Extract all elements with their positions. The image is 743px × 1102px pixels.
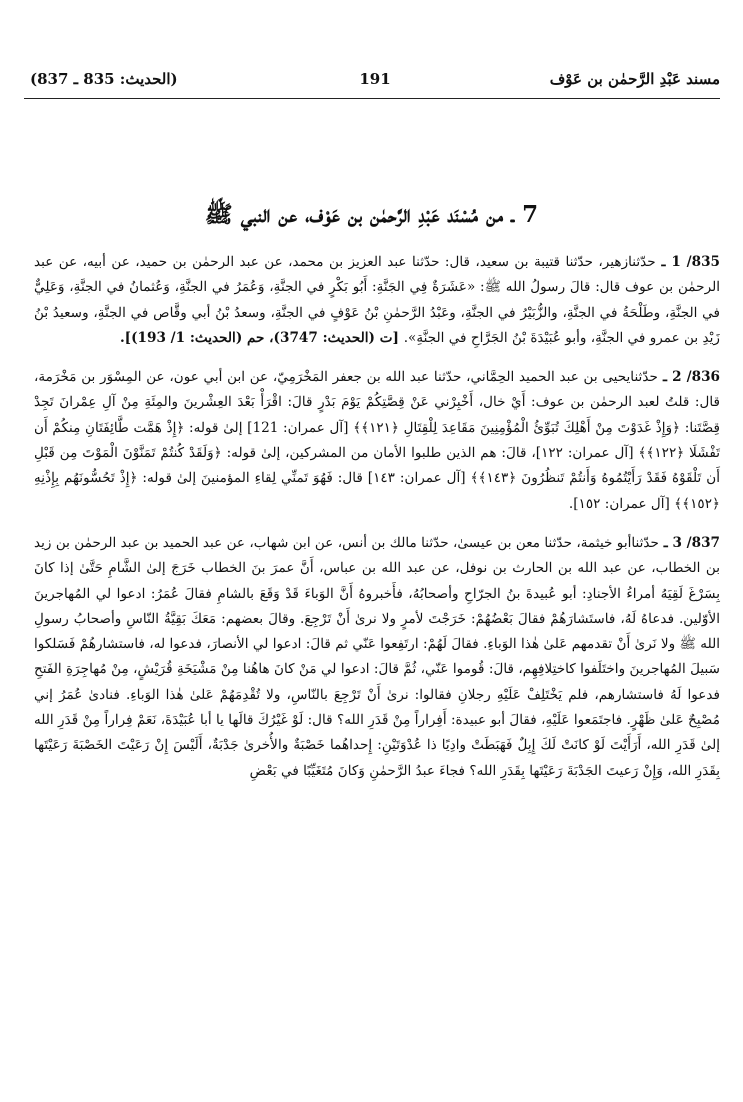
page-body <box>34 250 720 798</box>
hadith-836 <box>34 365 720 517</box>
hadith-number: 836/ 2 ـ <box>657 369 721 386</box>
hadith-835 <box>34 250 720 351</box>
hadith-range: (الحديث: 835 ـ 837) <box>30 70 178 88</box>
hadith-text: حدّثناأبو خيثمة، حدّثنا معن بن عيسىٰ، حدّثنا مالك بن أنس، عن ابن شهاب، عن عبد الحميد بن عبد الرحمٰن بن زيد بن الخطاب، عن عبد الله بن الحارث بن نوفل، عن عبد الله بن عباس، أَنَّ عمرَ بنَ الخطاب خَرَجَ إلىٰ الشَّامِ حَتَّىٰ إذا كانَ بِسَرْغَ لَقِيَهُ أمراءُ الأجنادِ: أبو عُبيدةَ بنُ الجرّاحِ وأصحابُهُ، فأَخبروهُ أَنَّ الوَباءَ قَدْ وَقَعَ بالشامِ فقالَ عُمَرُ: ادعوا لي المُهاجرينَ الأوّلين. فدعاهُ لَهُ، فاستَشارَهُمْ فقالَ بَعْضُهُمْ: خَرَجْتَ لأمرٍ ولا نرىٰ أَنْ تَرْجِعَ. وقالَ بعضهم: مَعَكَ بَقِيَّةُ النّاسِ وأصحابُ رسولِ الله ﷺ ولا نَرىٰ أَنْ تقدمهم عَلىٰ هٰذا الوَباءِ. فقالَ لَهُمْ: ارتَفِعوا عَنّي ثم قالَ: ادعوا لي الأنصارَ، فدعوا له، فاستشارهُمْ فَسَلكوا سَبيلَ المُهاجرينَ واختَلَفوا كاختِلافِهِم، قالَ: قُوموا عَنّي، ثُمَّ قالَ: ادعوا لي مَنْ كانَ هاهُنا مِنْ مَشْيَخَةِ قُرَيْشٍ، مِنْ مُهاجِرَةِ الفَتحِ فدعوا لَهُ فاستشارهم، فلم يَخْتَلِفْ عَلَيْهِ رجلانِ فقالوا: نرىٰ أَنْ تَرْجِعَ بالنّاسِ، ولا تُقْدِمَهُمْ عَلىٰ هٰذا الوَباءِ. فنادىٰ عُمَرُ إني مُصْبِحٌ عَلىٰ ظَهْرٍ. فاجتَمَعوا عَلَيْهِ، فقالَ أبو عبيدة: أَفِراراً مِنْ قَدَرِ الله؟ قال: لَوْ غَيْرُكَ قالَها يا أبا عُبَيْدَةَ، نَعَمْ فِراراً مِنْ قَدَرِ الله إلىٰ قَدَرِ الله، أَرَأَيْتَ لَوْ كانَتْ لَكَ إِبِلٌ فَهَبَطَتْ وادِيًا ذا عُدْوَتَيْنِ: إِحداهُما خَصْبَةٌ والأُخرىٰ جَدْبَةٌ، أَلَيْسَ إِنْ رَعَيْتَ الخَصْبَةَ رَعَيْتَها بِقَدَرِ الله، وَإِنْ رَعيتَ الجَدْبَةَ رَعَيْتَها بِقَدَرِ الله؟ فجاءَ عبدُ الرَّحمٰنِ وَكانَ مُتَغَيِّبًا في بَعْضِ <box>34 534 720 779</box>
hadith-source: [ت (الحديث: 3747)، حم (الحديث: 1/ 193)]. <box>119 329 404 346</box>
hadith-text: حدّثنايحيى بن عبد الحميد الحِمَّاني، حدّثنا عبد الله بن جعفر المَخْرَمِيّ، عن ابن أبي عون، عن المِسْوَر بن مَخْرَمة، قال: قلتُ لعبد الرحمٰن بن عوف: أَيْ خال، أَخْبِرْني عَنْ قِصَّتِكُمْ يَوْمَ بَدْرٍ قالَ: اقْرَأْ بَعْدَ العِشْرينَ والمِئَةِ مِنْ آلِ عِمْرانَ تَجِدْ قِصَّتَنا: ﴿وَإِذْ غَدَوْتَ مِنْ أَهْلِكَ تُبَوِّئُ الْمُؤْمِنِينَ مَقَاعِدَ لِلْقِتَالِ ﴿١٢١﴾﴾ [آل عمران: 121] إلىٰ قوله: ﴿إِذْ هَمَّت طَّائِفَتَانِ مِنكُمْ أَن تَفْشَلَا ﴿١٢٢﴾﴾ [آل عمران: ١٢٢]، قالَ: هم الذين طلبوا الأمان من المشركين، إلىٰ قوله: ﴿وَلَقَدْ كُنتُمْ تَمَنَّوْنَ الْمَوْتَ مِن قَبْلِ أَن تَلْقَوْهُ فَقَدْ رَأَيْتُمُوهُ وَأَنتُمْ تَنظُرُونَ ﴿١٤٣﴾﴾ [آل عمران: ١٤٣] قال: فَهُوَ تَمنِّي لِقاءِ المؤمنينَ إلىٰ قوله: ﴿إِذْ تَحُسُّونَهُم بِإِذْنِهِ ﴿١٥٢﴾﴾ [آل عمران: ١٥٢]. <box>34 369 721 512</box>
hadith-text: حدّثنازهير، حدّثنا قتيبة بن سعيد، قال: حدّثنا عبد العزيز بن محمد، عن عبد الرحمٰن بن حميد، عن أبيه، عن عبد الرحمٰن بن عوف قال: قالَ رسولُ الله ﷺ: «عَشَرَةٌ فِي الجَنَّةِ: أَبُو بَكْرٍ في الجنَّةِ، وَعُمَرُ في الجنَّةِ، وَعُثمانُ في الجنَّةِ، وَعَلِيٌّ في الجنَّةِ، وطَلْحَةُ في الجنَّةِ، والزُّبَيْرُ في الجنَّةِ، وعَبْدُ الرَّحمٰنِ بْنُ عَوْفٍ في الجنَّةِ، وسعدُ بْنُ أبي وقَّاص في الجنَّةِ، وسعيدُ بْنُ زَيْدِ بن عمرو في الجنَّةِ، وأبو عُبَيْدَةَ بْنُ الجَرَّاحِ في الجنَّةِ». <box>34 254 720 346</box>
hadith-837 <box>34 531 720 784</box>
hadith-number: 837/ 3 ـ <box>658 534 721 551</box>
book-title: مسند عَبْدِ الرَّحمٰن بن عَوْف <box>549 70 720 88</box>
running-header <box>30 64 720 94</box>
hadith-number: 835/ 1 ـ <box>655 254 720 270</box>
section-title: 7 ـ من مُسْنَد عَبْدِ الرَّحمٰن بن عَوْف، عن النبي ﷺ <box>204 201 539 228</box>
page-number: 191 <box>359 70 391 88</box>
header-rule <box>24 98 720 99</box>
